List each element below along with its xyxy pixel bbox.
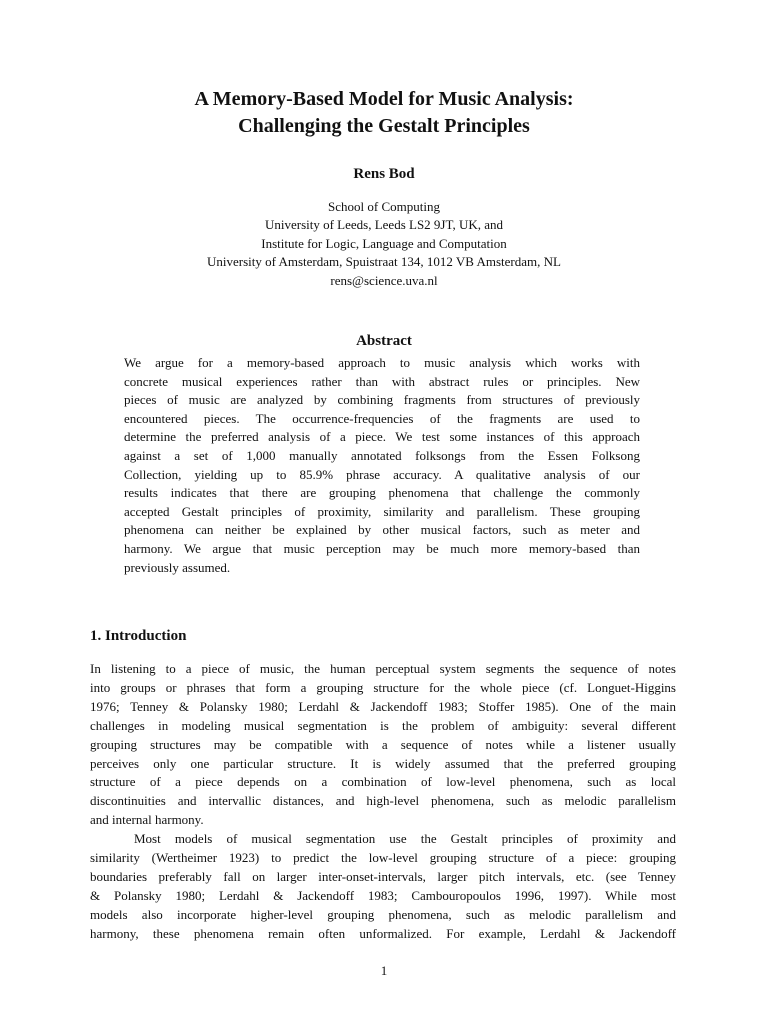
abstract-line: pieces of music are analyzed by combining fragments from structures of previously (124, 392, 640, 408)
affiliation-line: University of Leeds, Leeds LS2 9JT, UK, and (264, 217, 504, 233)
introduction-body (90, 660, 676, 944)
body-line: perceives only one particular structure. It is widely assumed that the preferred grouping (90, 755, 676, 771)
title-line: Challenging the Gestalt Principles (238, 115, 530, 137)
abstract-line: Collection, yielding up to 85.9% phrase accuracy. A qualitative analysis of our (124, 466, 640, 482)
page-number: 1 (380, 963, 388, 978)
abstract-line: previously assumed. (124, 559, 231, 575)
affiliation-line: School of Computing (328, 199, 440, 214)
author-email: rens@science.uva.nl (330, 272, 438, 288)
body-line: Most models of musical segmentation use the Gestalt principles of proximity and (134, 831, 676, 847)
abstract-line: determine the preferred analysis of a piece. We test some instances of this approach (124, 429, 640, 445)
abstract-line: encountered pieces. The occurrence-frequencies of the fragments are used to (124, 410, 640, 426)
title-line: A Memory-Based Model for Music Analysis: (194, 88, 574, 110)
author-name: Rens Bod (353, 166, 415, 182)
section-heading-introduction: 1. Introduction (90, 628, 187, 644)
body-line: 1976; Tenney & Polansky 1980; Lerdahl & Jackendoff 1983; Stoffer 1985). One of the main (90, 698, 676, 714)
abstract-line: against a set of 1,000 manually annotated folksongs from the Essen Folksong (124, 447, 640, 463)
body-line: In listening to a piece of music, the human perceptual system segments the sequence of notes (90, 661, 676, 676)
body-line: models also incorporate higher-level grouping phenomena, such as melodic parallelism and (90, 906, 676, 922)
abstract-body (124, 354, 640, 577)
affiliation-block (0, 198, 768, 290)
body-line: and internal harmony. (90, 812, 204, 828)
body-line: structure of a piece depends on a combination of low-level phenomena, such as local (90, 774, 676, 790)
affiliation-line: Institute for Logic, Language and Computation (261, 235, 507, 251)
body-line: grouping structures may be compatible with a sequence of notes while a listener usually (90, 736, 676, 752)
abstract-line: concrete musical experiences rather than with abstract rules or principles. New (124, 373, 640, 389)
body-line: boundaries preferably fall on larger inter-onset-intervals, larger pitch intervals, etc. (see Tenney (90, 868, 676, 884)
body-line: challenges in modeling musical segmentation is the problem of ambiguity: several different (90, 717, 676, 733)
body-line: similarity (Wertheimer 1923) to predict the low-level grouping structure of a piece: grouping (90, 850, 676, 866)
affiliation-line: University of Amsterdam, Spuistraat 134, 1012 VB Amsterdam, NL (207, 254, 561, 270)
body-line: into groups or phrases that form a grouping structure for the whole piece (cf. Longuet-Higgins (90, 679, 676, 695)
abstract-heading: Abstract (356, 333, 412, 349)
paper-title (0, 86, 768, 140)
body-line: harmony, these phenomena remain often unformalized. For example, Lerdahl & Jackendoff (90, 925, 676, 941)
body-line: discontinuities and intervallic distances, and high-level phenomena, such as melodic parallelism (90, 793, 676, 809)
abstract-line: We argue for a memory-based approach to music analysis which works with (124, 355, 640, 370)
abstract-line: phenomena can neither be explained by other musical factors, such as meter and (124, 522, 640, 538)
abstract-line: harmony. We argue that music perception may be much more memory-based than (124, 540, 640, 556)
abstract-line: results indicates that there are grouping phenomena that challenge the commonly (124, 485, 640, 501)
abstract-line: accepted Gestalt principles of proximity, similarity and parallelism. These grouping (124, 503, 640, 519)
body-line: & Polansky 1980; Lerdahl & Jackendoff 1983; Cambouropoulos 1996, 1997). While most (90, 887, 676, 903)
